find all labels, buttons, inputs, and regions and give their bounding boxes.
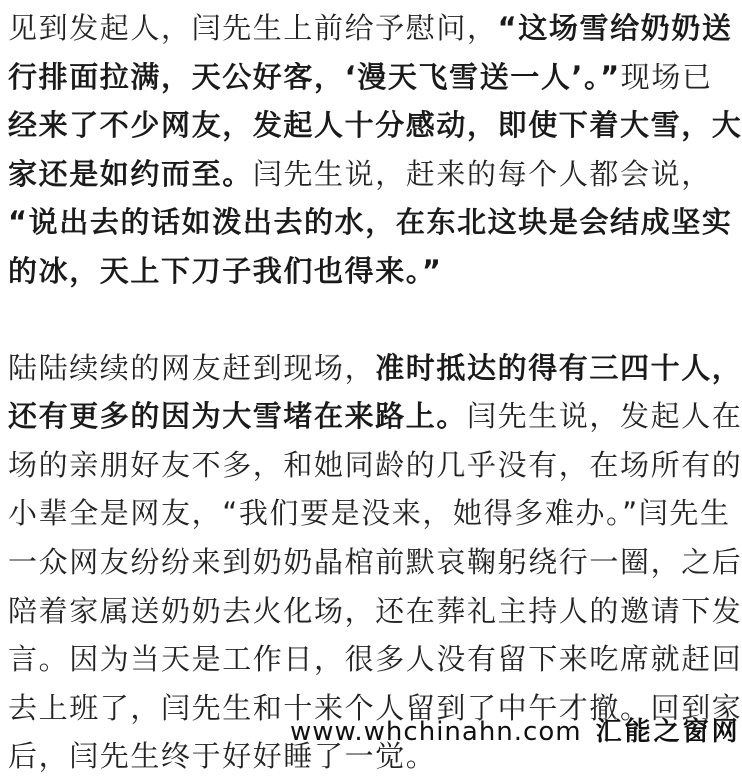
paragraph-line bbox=[8, 344, 742, 393]
text-run: 陆陆续续的网友赶到现场， bbox=[8, 350, 376, 385]
text-run: 一众网友纷纷来到奶奶晶棺前默哀鞠躬绕行一圈，之后 bbox=[8, 544, 742, 579]
paragraph-line bbox=[8, 635, 742, 684]
paragraph-line bbox=[8, 392, 742, 441]
bold-text-run: 行排面拉满，天公好客，‘漫天飞雪送一人’。” bbox=[8, 59, 621, 94]
paragraph-line bbox=[8, 587, 742, 636]
bold-text-run: “说出去的话如泼出去的水，在东北这块是会结成坚实 bbox=[8, 205, 733, 240]
text-run: 陪着家属送奶奶去火化场，还在葬礼主持人的邀请下发 bbox=[8, 593, 742, 628]
paragraph-line bbox=[8, 538, 742, 587]
text-run: 场的亲朋好友不多，和她同龄的几乎没有，在场所有的 bbox=[8, 447, 742, 482]
text-run: 见到发起人，闫先生上前给予慰问， bbox=[8, 11, 498, 45]
paragraph-line bbox=[8, 198, 733, 247]
paragraph-line bbox=[8, 4, 733, 53]
paragraph-line bbox=[8, 247, 688, 296]
paragraph-line bbox=[8, 150, 712, 199]
text-run: 闫先生说，赶来的每个人都会说， bbox=[252, 156, 712, 191]
text-run: 后，闫先生终于好好睡了一觉。 bbox=[8, 739, 437, 774]
paragraph-line bbox=[8, 101, 742, 150]
text-run: 现场已 bbox=[620, 59, 713, 94]
bold-text-run: 经来了不少网友，发起人十分感动，即使下着大雪，大 bbox=[8, 108, 742, 143]
watermark-url: www.whchinahn.com bbox=[290, 717, 582, 747]
text-run: 闫先生说，发起人在 bbox=[467, 399, 742, 434]
bold-text-run: 家还是如约而至。 bbox=[8, 156, 253, 191]
watermark bbox=[290, 712, 741, 752]
text-run: 言。因为当天是工作日，很多人没有留下来吃席就赶回 bbox=[8, 642, 742, 677]
paragraph-line bbox=[8, 441, 742, 490]
paragraph-1 bbox=[8, 4, 742, 296]
text-run: 去上班了，闫先生和十来个人留到了中午才撤。回到家 bbox=[8, 690, 742, 725]
watermark-site-name: 汇能之窗网 bbox=[595, 717, 741, 747]
paragraph-line bbox=[8, 489, 731, 538]
bold-text-run: 还有更多的因为大雪堵在来路上。 bbox=[8, 399, 468, 434]
article-body bbox=[8, 4, 742, 781]
bold-text-run: 准时抵达的得有三四十人， bbox=[375, 350, 742, 385]
bold-text-run: “这场雪给奶奶送 bbox=[497, 11, 733, 45]
paragraph-line bbox=[8, 53, 713, 102]
paragraph-gap bbox=[8, 296, 688, 344]
text-run: 小辈全是网友，“我们要是没来，她得多难办。”闫先生 bbox=[8, 496, 731, 531]
bold-text-run: 的冰，天上下刀子我们也得来。” bbox=[8, 253, 443, 288]
